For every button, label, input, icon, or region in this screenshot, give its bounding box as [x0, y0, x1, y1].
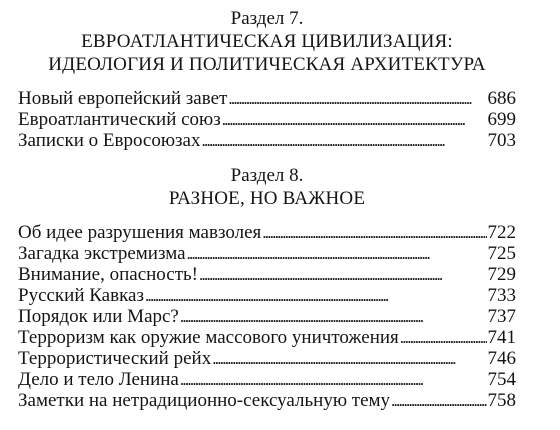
toc-entry-title: Дело и тело Ленина: [18, 369, 179, 390]
toc-entry-title: Записки о Евросоюзах: [18, 130, 201, 151]
section-label: Раздел 8.: [230, 165, 304, 186]
dot-leader: [180, 369, 487, 390]
toc-entry: [18, 327, 516, 348]
section-title-line: ИДЕОЛОГИЯ И ПОЛИТИЧЕСКАЯ АРХИТЕКТУРА: [48, 54, 486, 75]
dot-leader: [212, 348, 486, 369]
toc-entry-page: 703: [487, 130, 516, 151]
toc-entry: [18, 222, 516, 243]
toc-entry: [18, 130, 516, 151]
toc-entry: [18, 306, 516, 327]
toc-entry-page: 729: [487, 264, 516, 285]
toc-entry-title: Заметки на нетрадиционно-сексуальную тему: [18, 390, 391, 411]
toc-entry-title: Русский Кавказ: [18, 285, 144, 306]
dot-leader: [202, 130, 487, 151]
toc-entry-page: 733: [487, 285, 516, 306]
dot-leader: [400, 327, 487, 348]
toc-entry: [18, 264, 516, 285]
section-label: Раздел 7.: [230, 8, 304, 29]
section-title-line: РАЗНОЕ, НО ВАЖНОЕ: [168, 188, 366, 209]
toc-entry-page: 737: [487, 306, 516, 327]
toc-entry-title: Евроатлантический союз: [18, 109, 221, 130]
dot-leader: [262, 222, 486, 243]
toc-list: [18, 88, 516, 151]
toc-entry: [18, 88, 516, 109]
toc-entry-page: 754: [487, 369, 516, 390]
dot-leader: [145, 285, 487, 306]
toc-entry-title: Новый европейский завет: [18, 88, 228, 109]
toc-entry-page: 722: [487, 222, 516, 243]
toc-entry-title: Порядок или Марс?: [18, 306, 179, 327]
toc-entry-page: 746: [487, 348, 516, 369]
toc-entry-page: 725: [487, 243, 516, 264]
dot-leader: [391, 390, 486, 411]
dot-leader: [228, 88, 486, 109]
toc-entry: [18, 243, 516, 264]
toc-entry-title: Терроризм как оружие массового уничтожения: [18, 327, 399, 348]
section-7: [18, 8, 516, 151]
section-8: [18, 165, 516, 411]
dot-leader: [187, 243, 487, 264]
section-title-line: ЕВРОАТЛАНТИЧЕСКАЯ ЦИВИЛИЗАЦИЯ:: [81, 31, 453, 52]
toc-entry-title: Террористический рейх: [18, 348, 212, 369]
toc-entry-page: 758: [487, 390, 516, 411]
dot-leader: [180, 306, 487, 327]
toc-entry: [18, 285, 516, 306]
toc-entry-page: 686: [487, 88, 516, 109]
toc-entry: [18, 390, 516, 411]
toc-entry-title: Об идее разрушения мавзолея: [18, 222, 262, 243]
toc-entry-page: 741: [487, 327, 516, 348]
toc-entry-page: 699: [487, 109, 516, 130]
toc-entry: [18, 348, 516, 369]
toc-entry-title: Внимание, опасность!: [18, 264, 199, 285]
toc-entry-title: Загадка экстремизма: [18, 243, 186, 264]
dot-leader: [199, 264, 486, 285]
toc-entry: [18, 109, 516, 130]
dot-leader: [222, 109, 487, 130]
toc-entry: [18, 369, 516, 390]
toc-list: [18, 222, 516, 411]
